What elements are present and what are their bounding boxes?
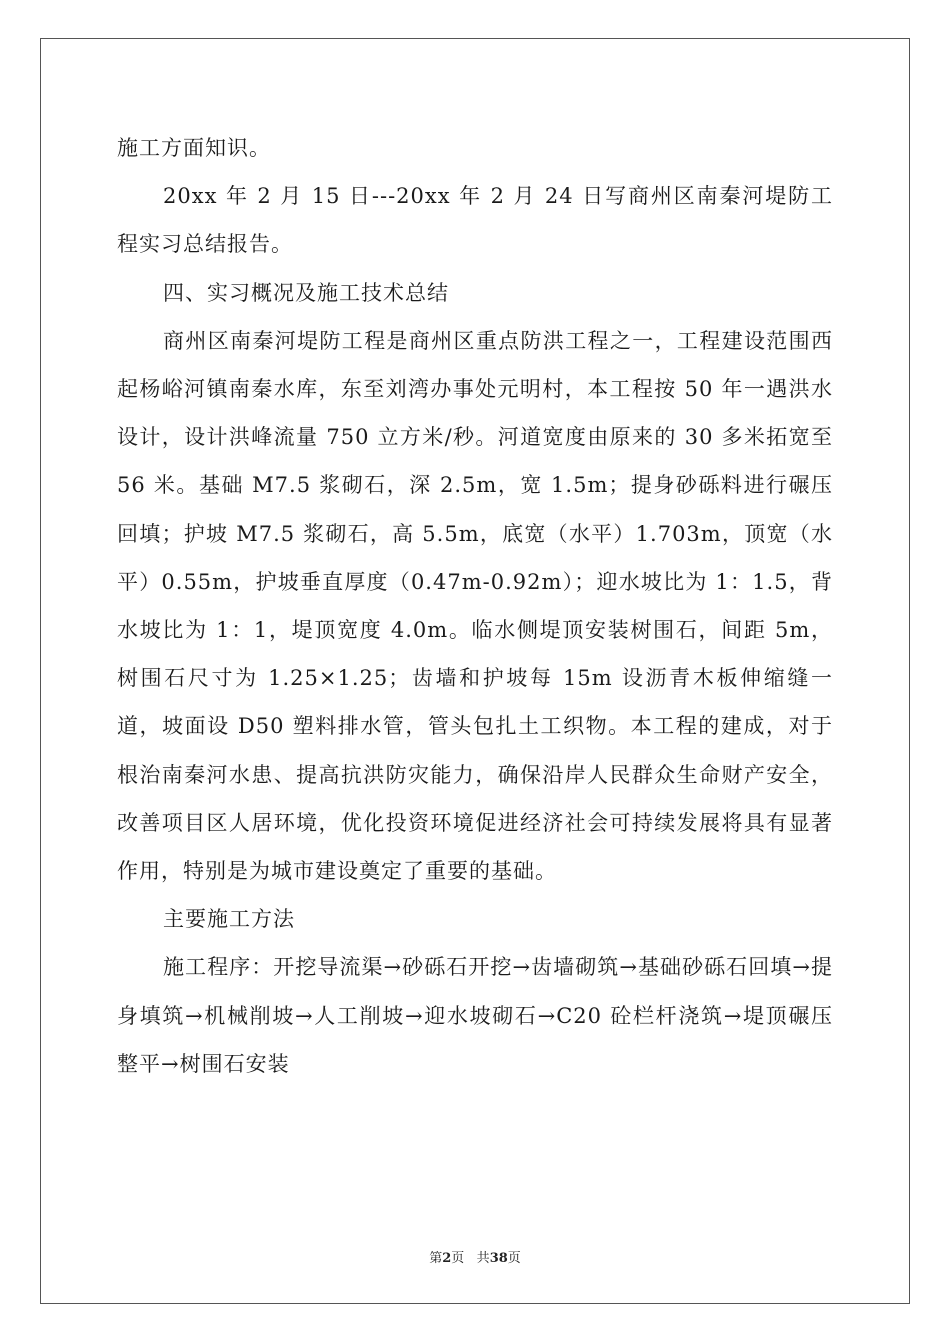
- current-page-number: 2: [442, 1251, 452, 1266]
- section-heading: 主要施工方法: [163, 907, 295, 932]
- page-footer: [0, 1247, 950, 1266]
- footer-total-prefix: 共: [476, 1251, 490, 1266]
- document-body: [117, 124, 833, 1088]
- section-heading: 四、实习概况及施工技术总结: [163, 280, 449, 305]
- footer-total-suffix: 页: [507, 1251, 521, 1266]
- paragraph: 20xx 年 2 月 15 日---20xx 年 2 月 24 日写商州区南秦河堤防工程实习总结报告。: [117, 184, 833, 257]
- paragraph: 商州区南秦河堤防工程是商州区重点防洪工程之一，工程建设范围西起杨峪河镇南秦水库，东至刘湾办事处元明村，本工程按 50 年一遇洪水设计，设计洪峰流量 750 立方米/秒。河道宽度由原来的 30 多米拓宽至 56 米。基础 M7.5 浆砌石，深 2.5m，宽 1.5m；提身砂砾料进行碾压回填；护坡 M7.5 浆砌石，高 5.5m，底宽（水平）1.703m，顶宽（水平）0.55m，护坡垂直厚度（0.47m-0.92m）；迎水坡比为 1：1.5，背水坡比为 1：1，堤顶宽度 4.0m。临水侧堤顶安装树围石，间距 5m，树围石尺寸为 1.25×1.25；齿墙和护坡每 15m 设沥青木板伸缩缝一道，坡面设 D50 塑料排水管，管头包扎土工织物。本工程的建成，对于根治南秦河水患、提高抗洪防灾能力，确保沿岸人民群众生命财产安全，改善项目区人居环境，优化投资环境促进经济社会可持续发展将具有显著作用，特别是为城市建设奠定了重要的基础。: [117, 328, 833, 884]
- footer-page-suffix: 页: [451, 1251, 465, 1266]
- paragraph: 施工方面知识。: [117, 136, 271, 160]
- paragraph: 施工程序：开挖导流渠→砂砾石开挖→齿墙砌筑→基础砂砾石回填→提身填筑→机械削坡→人工削坡→迎水坡砌石→C20 砼栏杆浇筑→堤顶碾压整平→树围石安装: [117, 955, 833, 1076]
- total-pages-number: 38: [489, 1251, 508, 1266]
- footer-prefix: 第: [429, 1251, 443, 1266]
